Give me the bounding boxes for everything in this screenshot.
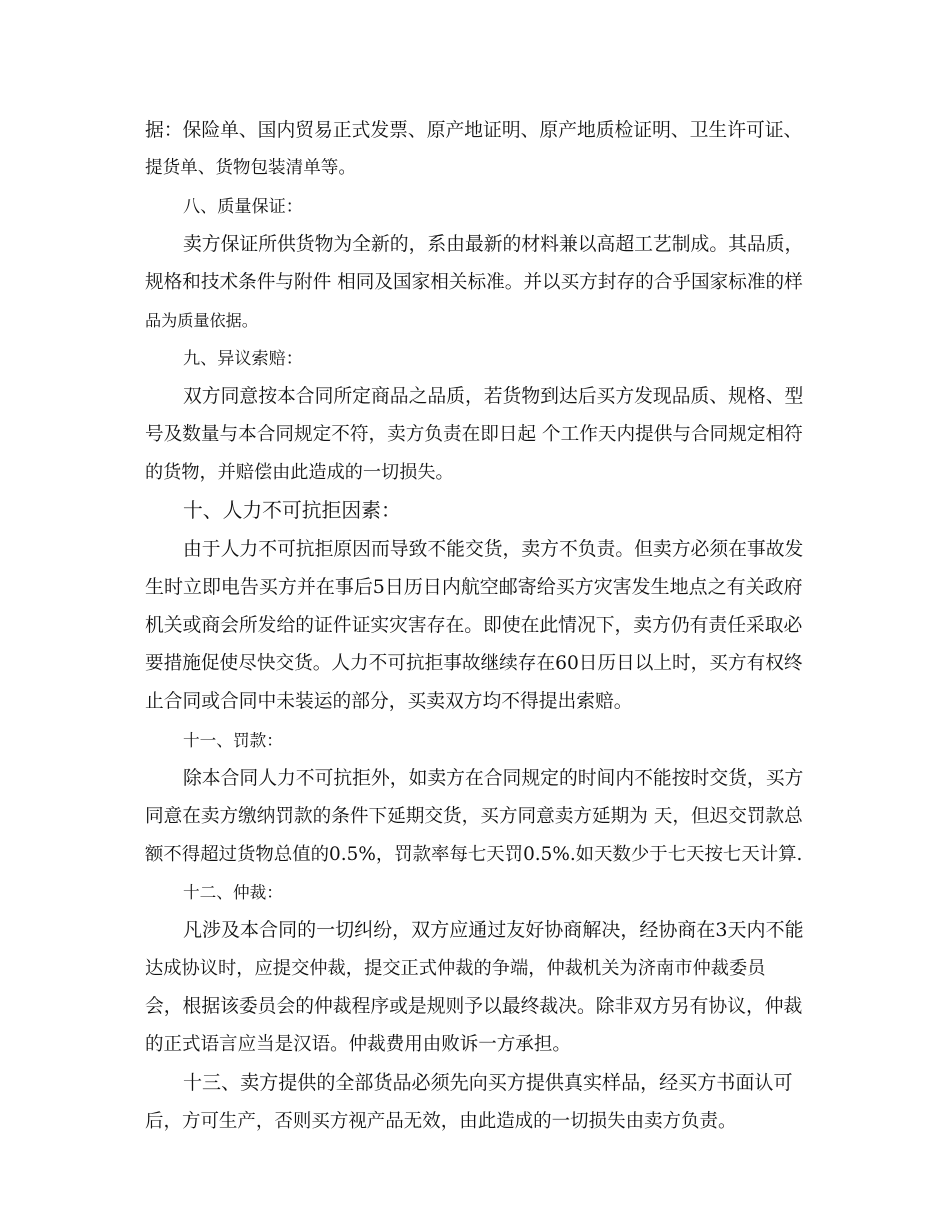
line-text: 规格和技术条件与附件 相同及国家相关标准。并以买方封存的合乎国家标准的样 (145, 272, 803, 293)
text-line (145, 308, 950, 333)
line-text: 由于人力不可抗拒原因而导致不能交货，卖方不负责。但卖方必须在事故发 (183, 539, 804, 560)
text-line (145, 460, 950, 485)
text-line (183, 384, 950, 409)
line-text: 十二、仲裁： (183, 883, 283, 902)
text-line (145, 804, 950, 829)
text-line (183, 537, 950, 562)
text-line (145, 613, 950, 638)
text-line (183, 1071, 950, 1095)
section-heading (183, 346, 950, 371)
line-text: 凡涉及本合同的一切纠纷，双方应通过友好协商解决，经协商在3天内不能 (183, 919, 804, 941)
line-text: 后，方可生产，否则买方视产品无效，由此造成的一切损失由卖方负责。 (145, 1111, 737, 1132)
line-text: 会，根据该委员会的仲裁程序或是规则予以最终裁决。除非双方另有协议，仲裁 (145, 996, 803, 1017)
text-line (145, 422, 950, 447)
line-text: 双方同意按本合同所定商品之品质，若货物到达后买方发现品质、规格、型 (183, 386, 804, 407)
text-line (145, 956, 950, 981)
text-line (145, 1032, 950, 1057)
text-line (183, 766, 950, 791)
line-text: 品为质量依据。 (145, 311, 258, 330)
text-line (145, 842, 950, 867)
line-text: 九、异议索赔： (183, 349, 303, 369)
text-line (145, 689, 950, 714)
line-text: 额不得超过货物总值的0.5%，罚款率每七天罚0.5%.如天数少于七天按七天计算. (145, 844, 803, 865)
line-text: 十三、卖方提供的全部货品必须先向买方提供真实样品，经买方书面认可 (183, 1072, 793, 1094)
line-text: 十、人力不可抗拒因素： (183, 499, 401, 522)
section-heading (183, 194, 950, 219)
line-text: 卖方保证所供货物为全新的，系由最新的材料兼以高超工艺制成。其品质， (183, 234, 804, 255)
line-text: 号及数量与本合同规定不符，卖方负责在即日起 个工作天内提供与合同规定相符 (145, 424, 803, 445)
line-text: 要措施促使尽快交货。人力不可抗拒事故继续存在60日历日以上时，买方有权终 (145, 653, 803, 674)
text-line (145, 1109, 950, 1134)
line-text: 的正式语言应当是汉语。仲裁费用由败诉一方承担。 (145, 1034, 571, 1055)
line-text: 据：保险单、国内贸易正式发票、原产地证明、原产地质检证明、卫生许可证、 (145, 120, 803, 141)
line-text: 十一、罚款： (183, 731, 283, 750)
text-line (145, 575, 950, 599)
line-text: 除本合同人力不可抗拒外，如卖方在合同规定的时间内不能按时交货，买方 (183, 768, 804, 789)
line-text: 生时立即电告买方并在事后5日历日内航空邮寄给买方灾害发生地点之有关政府 (145, 576, 803, 598)
line-text: 达成协议时，应提交仲裁，提交正式仲裁的争端，仲裁机关为济南市仲裁委员 (145, 958, 766, 979)
text-line (145, 270, 950, 295)
section-heading (183, 880, 950, 905)
text-line (145, 651, 950, 676)
text-line (145, 994, 950, 1019)
section-heading (183, 728, 950, 753)
line-text: 提货单、货物包装清单等。 (145, 158, 356, 178)
line-text: 机关或商会所发给的证件证实灾害存在。即使在此情况下，卖方仍有责任采取必 (145, 615, 803, 636)
line-text: 八、质量保证： (183, 197, 303, 217)
text-line (183, 918, 950, 942)
text-line (183, 232, 950, 257)
line-text: 同意在卖方缴纳罚款的条件下延期交货，买方同意卖方延期为 天，但迟交罚款总 (145, 806, 803, 827)
text-line (145, 118, 950, 143)
line-text: 止合同或合同中未装运的部分，买卖双方均不得提出索赔。 (145, 691, 633, 712)
text-line (145, 155, 950, 180)
section-heading (183, 499, 950, 523)
line-text: 的货物，并赔偿由此造成的一切损失。 (145, 462, 454, 483)
